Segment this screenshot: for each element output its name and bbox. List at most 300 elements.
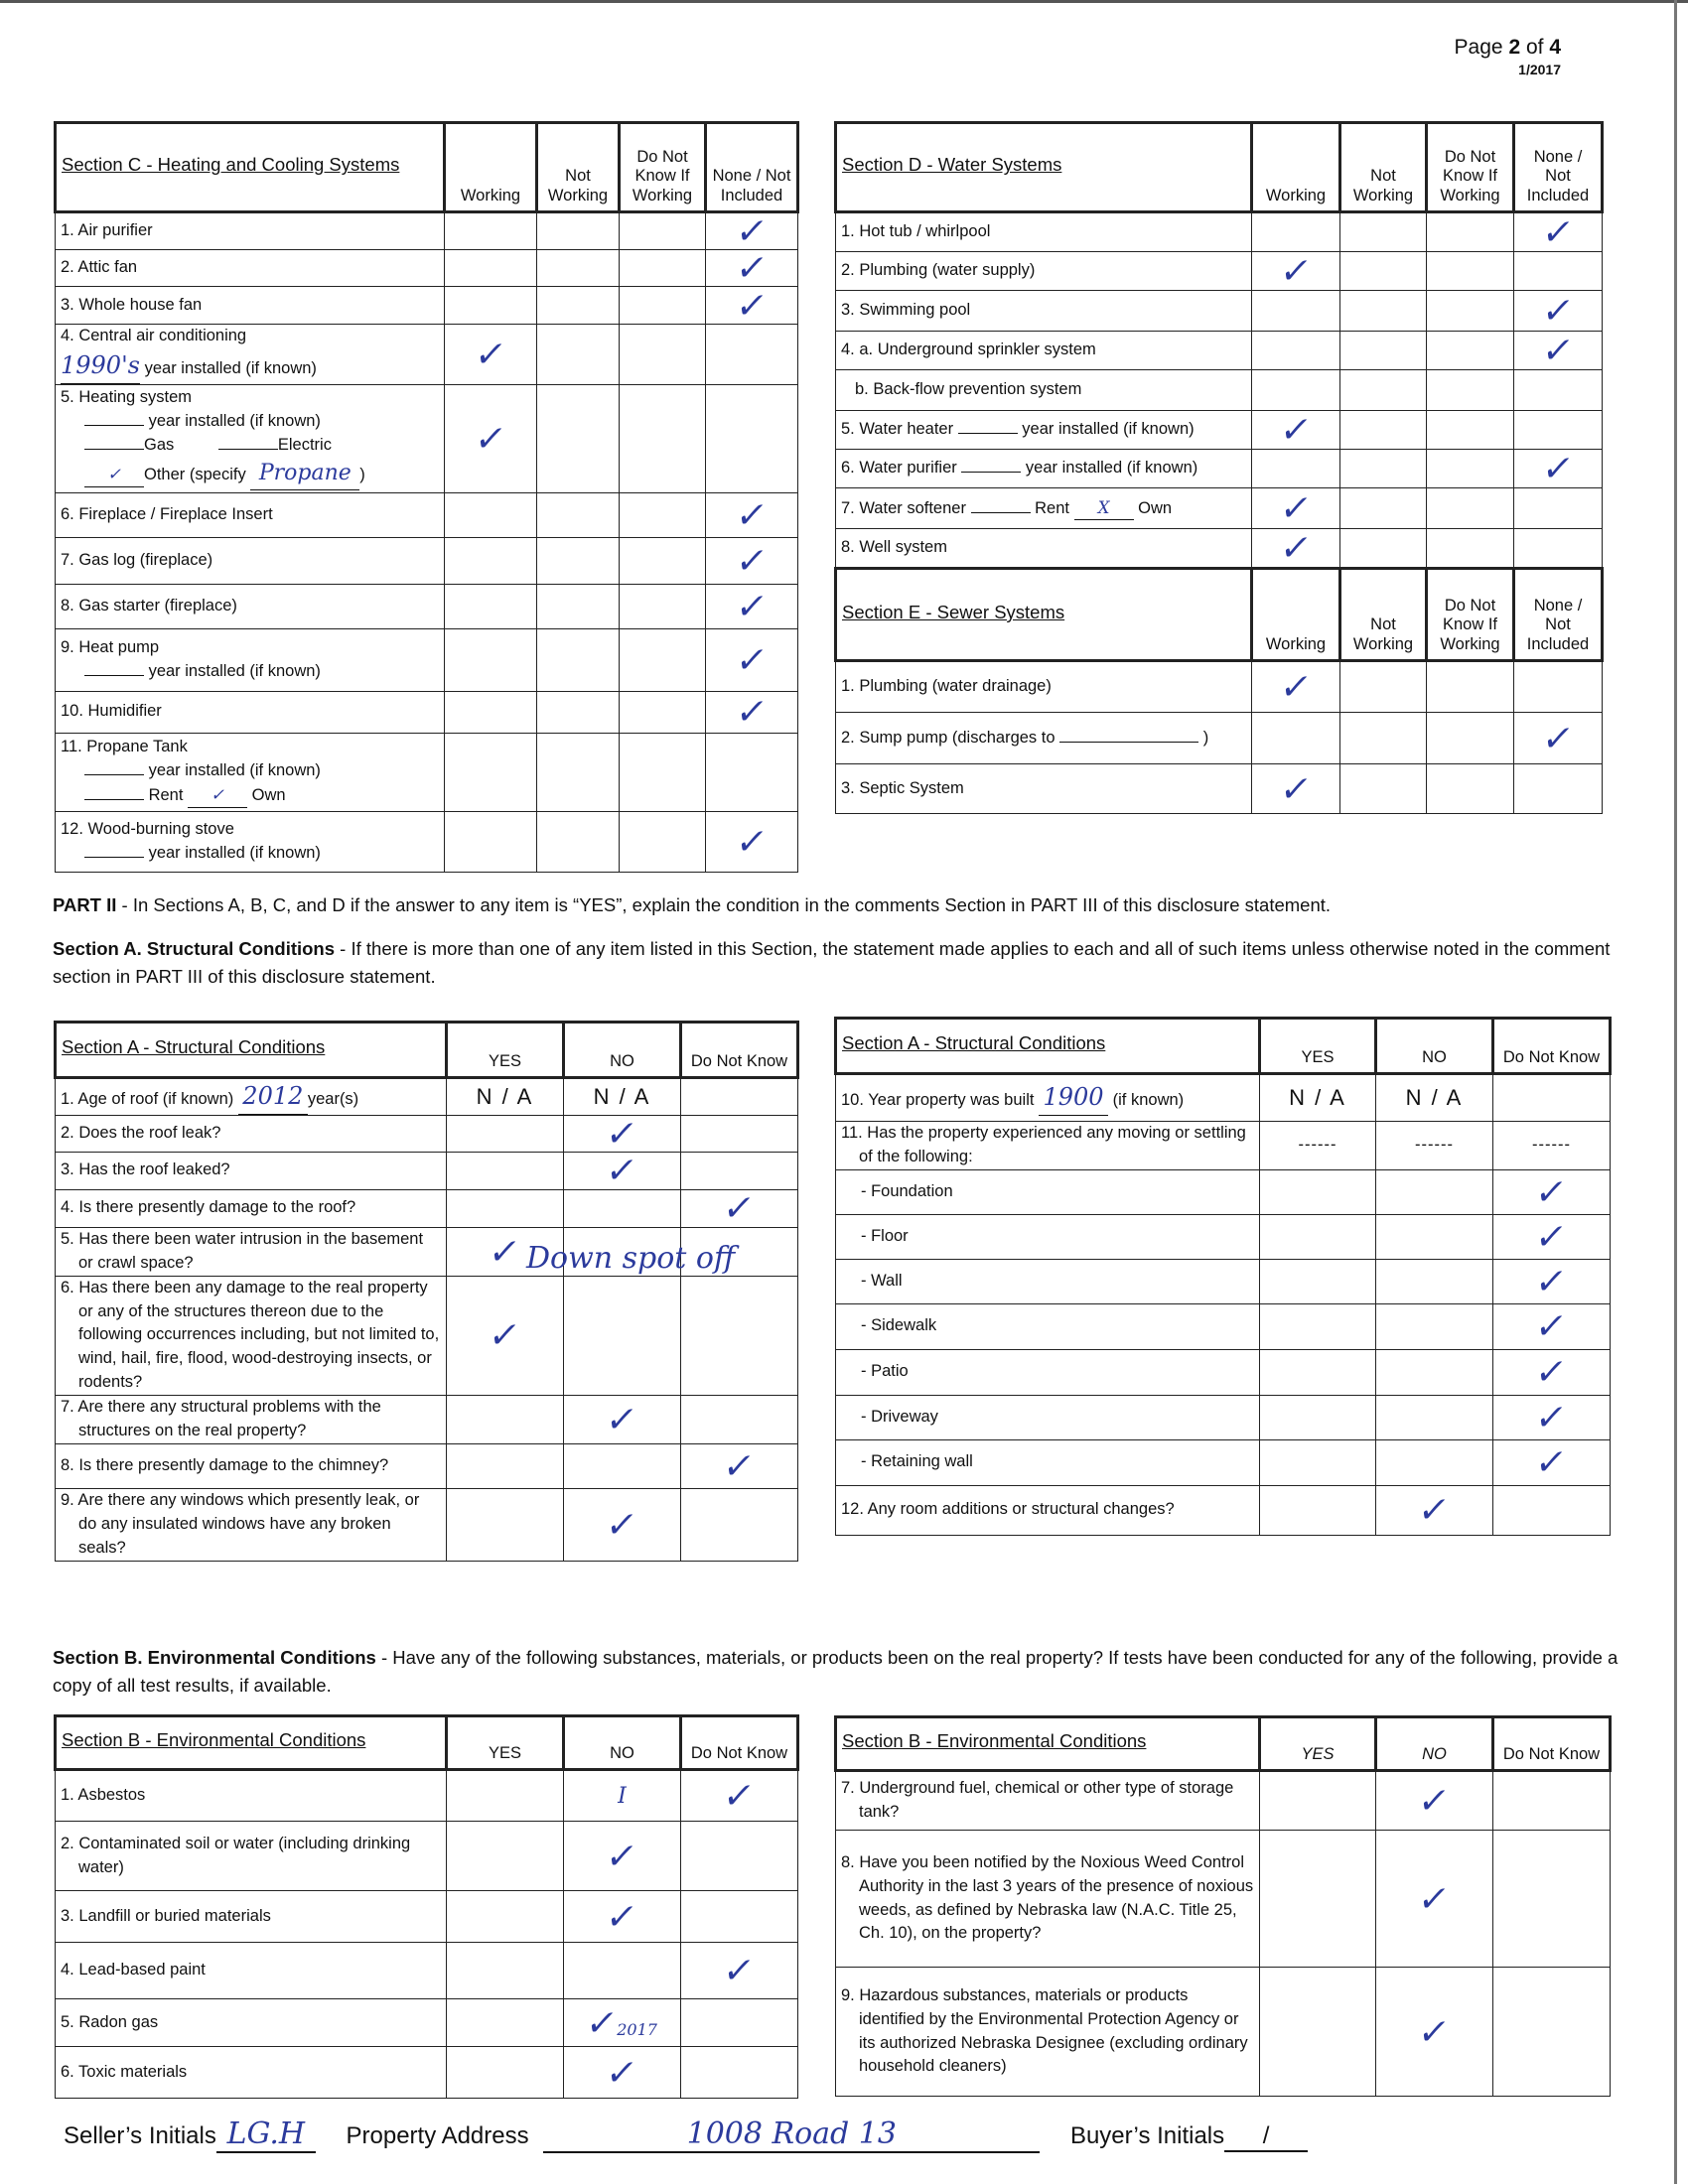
- table-row: [56, 811, 798, 872]
- answer-cell-working[interactable]: [1252, 370, 1340, 411]
- answer-cell-do-not-know[interactable]: [681, 1189, 798, 1227]
- answer-cell-do-not-know[interactable]: [1493, 1122, 1611, 1170]
- answer-cell-none-not-included[interactable]: [706, 492, 798, 537]
- table-row: [836, 1122, 1611, 1170]
- na-text: N / A: [476, 1083, 534, 1109]
- answer-cell-not-working[interactable]: [537, 811, 620, 872]
- answer-cell-working[interactable]: [445, 537, 537, 584]
- answer-cell-no[interactable]: [1376, 1395, 1493, 1439]
- table-row: [836, 764, 1603, 814]
- answer-cell-yes[interactable]: [447, 1444, 564, 1489]
- answer-cell-yes[interactable]: [1260, 1169, 1376, 1214]
- answer-cell-yes[interactable]: [447, 1822, 564, 1891]
- answer-cell-no[interactable]: [1376, 1439, 1493, 1485]
- answer-cell-do-not-know[interactable]: [681, 1152, 798, 1189]
- answer-cell-yes[interactable]: [1260, 1968, 1376, 2097]
- row-label-text: 2. Attic fan: [61, 258, 138, 277]
- section-a-instructions: Section A. Structural Conditions - If there is more than one of any item listed in this Section, the statement made applies to each and all of such items unless otherwise noted in the comment section in PART III of this disclosure statement.: [53, 938, 1611, 987]
- answer-cell-do-not-know-if-working[interactable]: [620, 628, 706, 691]
- buyer-initials-field[interactable]: /: [1224, 2122, 1308, 2152]
- table-row: [56, 1396, 798, 1444]
- answer-cell-none-not-included[interactable]: [1514, 450, 1603, 488]
- answer-cell-no[interactable]: [564, 1489, 681, 1562]
- answer-cell-do-not-know-if-working[interactable]: [1427, 661, 1514, 713]
- table-row: [836, 1485, 1611, 1535]
- row-label-text: 7. Water softener Rent X Own: [841, 496, 1246, 521]
- answer-cell-no[interactable]: [564, 1822, 681, 1891]
- table-row: [56, 325, 798, 385]
- answer-cell-working[interactable]: [445, 384, 537, 492]
- answer-cell-working[interactable]: [1252, 252, 1340, 291]
- answer-cell-not-working[interactable]: [537, 691, 620, 733]
- answer-cell-working[interactable]: [445, 811, 537, 872]
- answer-cell-yes[interactable]: [447, 1115, 564, 1152]
- answer-cell-do-not-know-if-working[interactable]: [620, 584, 706, 628]
- answer-cell-working[interactable]: [445, 584, 537, 628]
- answer-cell-working[interactable]: [445, 325, 537, 385]
- checkmark-icon: ✓: [733, 585, 771, 626]
- gas-field[interactable]: [84, 449, 144, 450]
- table-row: [836, 488, 1603, 529]
- answer-cell-no[interactable]: [564, 1276, 681, 1396]
- col-no: NO: [564, 1716, 681, 1770]
- table-row: [836, 370, 1603, 411]
- answer-cell-none-not-included[interactable]: [706, 212, 798, 250]
- answer-cell-yes[interactable]: [1260, 1074, 1376, 1122]
- answer-cell-do-not-know[interactable]: [1493, 1169, 1611, 1214]
- table-row: [56, 733, 798, 811]
- answer-cell-do-not-know-if-working[interactable]: [620, 537, 706, 584]
- rent-field[interactable]: [971, 512, 1031, 513]
- checkmark-icon: ✓: [733, 493, 771, 535]
- answer-cell-working[interactable]: [445, 287, 537, 325]
- col-not-working: Not Working: [537, 123, 620, 212]
- answer-cell-yes[interactable]: [447, 1891, 564, 1943]
- answer-cell-none-not-included[interactable]: [1514, 764, 1603, 814]
- answer-cell-working[interactable]: [445, 628, 537, 691]
- answer-cell-do-not-know-if-working[interactable]: [620, 325, 706, 385]
- row-label-text: 2. Sump pump (discharges to ): [841, 728, 1209, 747]
- answer-cell-none-not-included[interactable]: [706, 325, 798, 385]
- answer-cell-not-working[interactable]: [1340, 411, 1427, 450]
- answer-cell-yes[interactable]: [447, 2047, 564, 2099]
- table-row: [836, 1169, 1611, 1214]
- buyer-initials-label: Buyer’s Initials: [1069, 2122, 1225, 2149]
- row-label-text: 11. Propane Tank: [61, 738, 188, 756]
- row-label: [56, 1999, 447, 2047]
- answer-cell-do-not-know[interactable]: [681, 1891, 798, 1943]
- answer-cell-not-working[interactable]: [1340, 370, 1427, 411]
- fuel-line: Gas Electric: [61, 434, 439, 458]
- answer-cell-do-not-know[interactable]: [1493, 1485, 1611, 1535]
- year-field[interactable]: 1900: [1039, 1080, 1108, 1116]
- answer-cell-do-not-know[interactable]: [681, 1822, 798, 1891]
- answer-cell-working[interactable]: [445, 212, 537, 250]
- year-line: year installed (if known): [61, 759, 439, 783]
- table-row: [56, 1444, 798, 1489]
- answer-cell-yes[interactable]: [1260, 1259, 1376, 1303]
- answer-cell-do-not-know-if-working[interactable]: [1427, 488, 1514, 529]
- year-installed-field[interactable]: [84, 675, 144, 676]
- answer-cell-do-not-know[interactable]: [1493, 1259, 1611, 1303]
- checkmark-icon: ✓: [1532, 1441, 1571, 1483]
- answer-cell-working[interactable]: [445, 691, 537, 733]
- answer-cell-no[interactable]: [564, 2047, 681, 2099]
- year-installed-field[interactable]: [961, 472, 1021, 473]
- row-label: [56, 1189, 447, 1227]
- checkmark-icon: ✓: [603, 1835, 641, 1876]
- row-label: [836, 1122, 1260, 1170]
- answer-cell-no[interactable]: [564, 1152, 681, 1189]
- checkmark-icon: ✓: [603, 1399, 641, 1440]
- col-not-working: Not Working: [1340, 569, 1427, 661]
- answer-cell-yes[interactable]: [1260, 1214, 1376, 1259]
- answer-cell-do-not-know[interactable]: [681, 1276, 798, 1396]
- own-field[interactable]: X: [1074, 496, 1134, 521]
- table-row: [56, 250, 798, 287]
- answer-cell-working[interactable]: [445, 492, 537, 537]
- section-d-table: [834, 121, 1604, 568]
- table-row: [56, 1276, 798, 1396]
- page-header: [1455, 36, 1561, 77]
- row-label-text: 3. Septic System: [841, 778, 964, 797]
- row-label: [836, 1968, 1260, 2097]
- table-row: [836, 529, 1603, 568]
- dash-text: ------: [1415, 1136, 1454, 1155]
- answer-cell-working[interactable]: [1252, 713, 1340, 764]
- row-label-text: 7. Are there any structural problems with the structures on the real property?: [61, 1398, 381, 1440]
- answer-cell-not-working[interactable]: [537, 287, 620, 325]
- seller-initials-field[interactable]: LG.H: [216, 2116, 316, 2153]
- row-label-text: 6. Has there been any damage to the real property or any of the structures thereon due to the following occurrences including, but not limited to, wind, hail, fire, flood, wood-destroying insects, or rodents?: [61, 1278, 440, 1392]
- answer-cell-do-not-know-if-working[interactable]: [1427, 212, 1514, 252]
- checkmark-icon: ✓: [1532, 1215, 1571, 1257]
- table-row: [56, 1115, 798, 1152]
- section-b-title: Section B - Environmental Conditions: [56, 1716, 447, 1770]
- row-label: [836, 1771, 1260, 1831]
- answer-cell-none-not-included[interactable]: [706, 247, 798, 288]
- answer-cell-not-working[interactable]: [537, 492, 620, 537]
- checkmark-icon: ✓: [1415, 1780, 1454, 1821]
- answer-cell-do-not-know-if-working[interactable]: [1427, 291, 1514, 332]
- answer-cell-not-working[interactable]: [537, 212, 620, 250]
- checkmark-icon: ✓: [1415, 2010, 1454, 2052]
- answer-cell-yes[interactable]: [447, 1943, 564, 1999]
- answer-cell-working[interactable]: [1252, 661, 1340, 713]
- answer-cell-none-not-included[interactable]: [706, 584, 798, 628]
- row-label: [56, 1943, 447, 1999]
- answer-cell-none-not-included[interactable]: [1514, 212, 1603, 252]
- answer-cell-not-working[interactable]: [1340, 661, 1427, 713]
- answer-cell-do-not-know[interactable]: [1493, 1439, 1611, 1485]
- answer-cell-yes[interactable]: [1260, 1122, 1376, 1170]
- answer-cell-do-not-know[interactable]: [681, 1943, 798, 1999]
- electric-field[interactable]: [218, 449, 278, 450]
- answer-cell-none-not-included[interactable]: [1514, 291, 1603, 332]
- answer-cell-none-not-included[interactable]: [1514, 332, 1603, 370]
- answer-cell-do-not-know-if-working[interactable]: [620, 250, 706, 287]
- answer-cell-do-not-know[interactable]: [681, 1078, 798, 1116]
- answer-cell-no[interactable]: [564, 1112, 681, 1154]
- answer-cell-do-not-know[interactable]: [681, 1396, 798, 1444]
- checkmark-icon: ✓: [1539, 290, 1577, 331]
- answer-cell-none-not-included[interactable]: [1514, 661, 1603, 713]
- answer-cell-none-not-included[interactable]: [1514, 411, 1603, 450]
- answer-cell-not-working[interactable]: [1340, 291, 1427, 332]
- section-a-right-table: [834, 1017, 1612, 1536]
- year-installed-field[interactable]: [84, 425, 144, 426]
- answer-cell-yes[interactable]: [447, 1189, 564, 1227]
- answer-cell-yes[interactable]: [1260, 1439, 1376, 1485]
- answer-cell-no[interactable]: [1376, 1259, 1493, 1303]
- answer-cell-do-not-know-if-working[interactable]: [620, 691, 706, 733]
- answer-cell-working[interactable]: [445, 250, 537, 287]
- answer-cell-no[interactable]: [1376, 1214, 1493, 1259]
- answer-cell-none-not-included[interactable]: [706, 733, 798, 811]
- answer-cell-not-working[interactable]: [537, 628, 620, 691]
- answer-cell-not-working[interactable]: [1340, 713, 1427, 764]
- answer-cell-do-not-know-if-working[interactable]: [1427, 529, 1514, 568]
- answer-cell-yes[interactable]: [1260, 1485, 1376, 1535]
- other-specify-field[interactable]: Propane: [250, 458, 359, 490]
- table-row: [836, 252, 1603, 291]
- table-row: [56, 1078, 798, 1116]
- seller-initials-label: Seller’s Initials: [64, 2122, 216, 2149]
- answer-cell-yes[interactable]: [447, 1276, 564, 1396]
- answer-cell-working[interactable]: [1252, 332, 1340, 370]
- checkmark-icon: ✓: [486, 1230, 524, 1272]
- answer-cell-yes[interactable]: [447, 1396, 564, 1444]
- answer-cell-yes[interactable]: [447, 1152, 564, 1189]
- table-row: [56, 1999, 798, 2047]
- answer-cell-do-not-know[interactable]: [681, 1115, 798, 1152]
- row-label: [836, 1485, 1260, 1535]
- answer-cell-no[interactable]: [1376, 1485, 1493, 1535]
- answer-cell-no[interactable]: [564, 1078, 681, 1116]
- answer-cell-not-working[interactable]: [1340, 450, 1427, 488]
- answer-cell-working[interactable]: [1252, 450, 1340, 488]
- answer-cell-no[interactable]: [1376, 1349, 1493, 1395]
- checkmark-icon: ✓: [1415, 1489, 1454, 1531]
- year-installed-field[interactable]: [958, 433, 1018, 434]
- answer-cell-no[interactable]: [564, 1770, 681, 1822]
- answer-cell-yes[interactable]: [447, 1489, 564, 1562]
- answer-cell-not-working[interactable]: [1340, 488, 1427, 529]
- answer-cell-do-not-know[interactable]: [1493, 1395, 1611, 1439]
- year-field[interactable]: 2012: [238, 1079, 308, 1115]
- answer-cell-do-not-know[interactable]: [681, 1999, 798, 2047]
- answer-cell-no[interactable]: [564, 1999, 681, 2047]
- answer-cell-no[interactable]: [564, 1189, 681, 1227]
- row-label: [56, 325, 445, 385]
- answer-cell-do-not-know[interactable]: [1493, 1074, 1611, 1122]
- answer-cell-no[interactable]: [1376, 1771, 1493, 1831]
- answer-cell-do-not-know[interactable]: [1493, 1214, 1611, 1259]
- answer-cell-working[interactable]: [1252, 488, 1340, 529]
- row-label-text: 8. Have you been notified by the Noxious Weed Control Authority in the last 3 years of the presence of noxious weeds, as defined by Nebraska law (N.A.C. Title 25, Ch. 10), on the property?: [841, 1852, 1254, 1943]
- answer-cell-do-not-know[interactable]: [1493, 1303, 1611, 1349]
- answer-cell-none-not-included[interactable]: [1514, 370, 1603, 411]
- answer-cell-yes[interactable]: [447, 1999, 564, 2047]
- answer-cell-none-not-included[interactable]: [706, 384, 798, 492]
- answer-cell-do-not-know-if-working[interactable]: [1427, 450, 1514, 488]
- checkmark-icon: ✓: [1277, 666, 1315, 707]
- row-label-text: 4. Is there presently damage to the roof?: [61, 1198, 356, 1217]
- answer-cell-do-not-know-if-working[interactable]: [620, 733, 706, 811]
- own-field[interactable]: ✓: [188, 783, 247, 808]
- row-label: [836, 1395, 1260, 1439]
- year-installed-field[interactable]: 1990's: [61, 348, 140, 384]
- answer-cell-working[interactable]: [1252, 291, 1340, 332]
- row-label: [836, 1439, 1260, 1485]
- row-label: [836, 713, 1252, 764]
- row-label-text: 5. Water heater year installed (if known): [841, 420, 1195, 439]
- answer-cell-not-working[interactable]: [537, 584, 620, 628]
- row-label: [56, 250, 445, 287]
- answer-cell-working[interactable]: [445, 733, 537, 811]
- other-checkbox-field[interactable]: ✓: [84, 463, 144, 487]
- answer-cell-not-working[interactable]: [1340, 212, 1427, 252]
- answer-cell-yes[interactable]: [447, 1770, 564, 1822]
- answer-cell-no[interactable]: [564, 1891, 681, 1943]
- answer-cell-do-not-know[interactable]: [681, 2047, 798, 2099]
- section-e-table: [834, 567, 1604, 814]
- answer-cell-do-not-know-if-working[interactable]: [620, 492, 706, 537]
- answer-cell-none-not-included[interactable]: [706, 691, 798, 733]
- answer-cell-no[interactable]: [1376, 1831, 1493, 1968]
- checkmark-icon: ✓: [486, 1314, 524, 1356]
- section-d-title: Section D - Water Systems: [836, 123, 1252, 212]
- property-address-label: Property Address: [346, 2122, 529, 2149]
- answer-cell-do-not-know-if-working[interactable]: [1427, 764, 1514, 814]
- answer-cell-none-not-included[interactable]: [1514, 529, 1603, 568]
- answer-cell-do-not-know-if-working[interactable]: [620, 212, 706, 250]
- answer-cell-none-not-included[interactable]: [706, 811, 798, 872]
- col-do-not-know: Do Not Know: [681, 1023, 798, 1078]
- answer-cell-none-not-included[interactable]: [1514, 713, 1603, 764]
- row-label-text: 9. Are there any windows which presently leak, or do any insulated windows have any broken seals?: [61, 1491, 420, 1557]
- row-label: [836, 332, 1252, 370]
- row-label-text: - Driveway: [861, 1407, 938, 1426]
- col-yes: YES: [447, 1716, 564, 1770]
- answer-cell-not-working[interactable]: [537, 250, 620, 287]
- answer-cell-no[interactable]: [1376, 1169, 1493, 1214]
- year-installed-field[interactable]: [84, 774, 144, 775]
- discharges-to-field[interactable]: [1059, 742, 1198, 743]
- row-label: [836, 1303, 1260, 1349]
- row-label: [56, 733, 445, 811]
- answer-cell-not-working[interactable]: [537, 325, 620, 385]
- answer-cell-yes[interactable]: [447, 1078, 564, 1116]
- checkmark-icon: ✓: [720, 1187, 759, 1229]
- answer-cell-no[interactable]: [1376, 1074, 1493, 1122]
- answer-cell-not-working[interactable]: [1340, 529, 1427, 568]
- row-label: [836, 1831, 1260, 1968]
- answer-cell-do-not-know-if-working[interactable]: [1427, 370, 1514, 411]
- answer-cell-working[interactable]: [1252, 411, 1340, 450]
- answer-cell-do-not-know[interactable]: [681, 1444, 798, 1489]
- answer-cell-none-not-included[interactable]: [706, 537, 798, 584]
- answer-cell-yes[interactable]: [1260, 1395, 1376, 1439]
- answer-cell-not-working[interactable]: [537, 537, 620, 584]
- answer-cell-no[interactable]: [1376, 1968, 1493, 2097]
- row-label-text: 2. Plumbing (water supply): [841, 261, 1036, 280]
- answer-cell-do-not-know-if-working[interactable]: [620, 384, 706, 492]
- answer-cell-none-not-included[interactable]: [1514, 252, 1603, 291]
- row-label-text: 11. Has the property experienced any moving or settling of the following:: [841, 1124, 1246, 1165]
- answer-cell-do-not-know-if-working[interactable]: [620, 287, 706, 325]
- table-row: [56, 287, 798, 325]
- answer-cell-do-not-know-if-working[interactable]: [1427, 713, 1514, 764]
- answer-cell-none-not-included[interactable]: [706, 628, 798, 691]
- answer-cell-do-not-know[interactable]: [1493, 1968, 1611, 2097]
- answer-cell-do-not-know[interactable]: [1493, 1771, 1611, 1831]
- row-label: [56, 691, 445, 733]
- answer-cell-do-not-know-if-working[interactable]: [620, 811, 706, 872]
- checkmark-icon: ✓: [733, 539, 771, 581]
- answer-cell-not-working[interactable]: [537, 733, 620, 811]
- answer-cell-yes[interactable]: [1260, 1349, 1376, 1395]
- checkmark-icon: ✓: [1277, 767, 1315, 809]
- row-label: [836, 252, 1252, 291]
- checkmark-icon: ✓: [472, 417, 509, 459]
- answer-cell-none-not-included[interactable]: [1514, 488, 1603, 529]
- row-label: [56, 1115, 447, 1152]
- answer-cell-yes[interactable]: [1260, 1303, 1376, 1349]
- rent-field[interactable]: [84, 799, 144, 800]
- row-label: [56, 1822, 447, 1891]
- year-installed-field[interactable]: [84, 857, 144, 858]
- answer-cell-yes[interactable]: [1260, 1831, 1376, 1968]
- row-label-text: 7. Underground fuel, chemical or other type of storage tank?: [841, 1779, 1234, 1821]
- answer-cell-no[interactable]: [564, 1943, 681, 1999]
- row-label-text: 3. Has the roof leaked?: [61, 1160, 230, 1179]
- table-row: [56, 1891, 798, 1943]
- answer-cell-not-working[interactable]: [1340, 764, 1427, 814]
- answer-cell-not-working[interactable]: [537, 384, 620, 492]
- row-label-text: 1. Air purifier: [61, 221, 153, 240]
- answer-cell-do-not-know-if-working[interactable]: [1427, 332, 1514, 370]
- answer-cell-working[interactable]: [1252, 764, 1340, 814]
- row-label-text: - Patio: [861, 1362, 909, 1381]
- col-do-not-know: Do Not Know If Working: [1427, 123, 1514, 212]
- answer-cell-do-not-know-if-working[interactable]: [1427, 252, 1514, 291]
- checkmark-icon: ✓: [1532, 1170, 1571, 1212]
- answer-cell-working[interactable]: [1252, 212, 1340, 252]
- answer-cell-do-not-know[interactable]: [1493, 1831, 1611, 1968]
- answer-cell-not-working[interactable]: [1340, 252, 1427, 291]
- answer-cell-do-not-know[interactable]: [681, 1489, 798, 1562]
- col-no: NO: [1376, 1717, 1493, 1771]
- answer-cell-none-not-included[interactable]: [706, 284, 798, 326]
- col-none: None / Not Included: [706, 123, 798, 212]
- row-label: [56, 492, 445, 537]
- answer-cell-do-not-know[interactable]: [681, 1770, 798, 1822]
- checkmark-icon: ✓: [1532, 1305, 1571, 1347]
- answer-cell-no[interactable]: [564, 1396, 681, 1444]
- answer-cell-no[interactable]: [564, 1444, 681, 1489]
- row-label: 10. Year property was built 1900 (if known): [836, 1074, 1260, 1122]
- answer-cell-working[interactable]: [1252, 529, 1340, 568]
- answer-cell-no[interactable]: [1376, 1303, 1493, 1349]
- answer-cell-not-working[interactable]: [1340, 332, 1427, 370]
- answer-cell-no[interactable]: [1376, 1122, 1493, 1170]
- answer-cell-do-not-know-if-working[interactable]: [1427, 411, 1514, 450]
- property-address-field[interactable]: 1008 Road 13: [543, 2116, 1040, 2153]
- checkmark-icon: ✓: [1532, 1351, 1571, 1393]
- answer-cell-yes[interactable]: [1260, 1771, 1376, 1831]
- answer-cell-do-not-know[interactable]: [1493, 1349, 1611, 1395]
